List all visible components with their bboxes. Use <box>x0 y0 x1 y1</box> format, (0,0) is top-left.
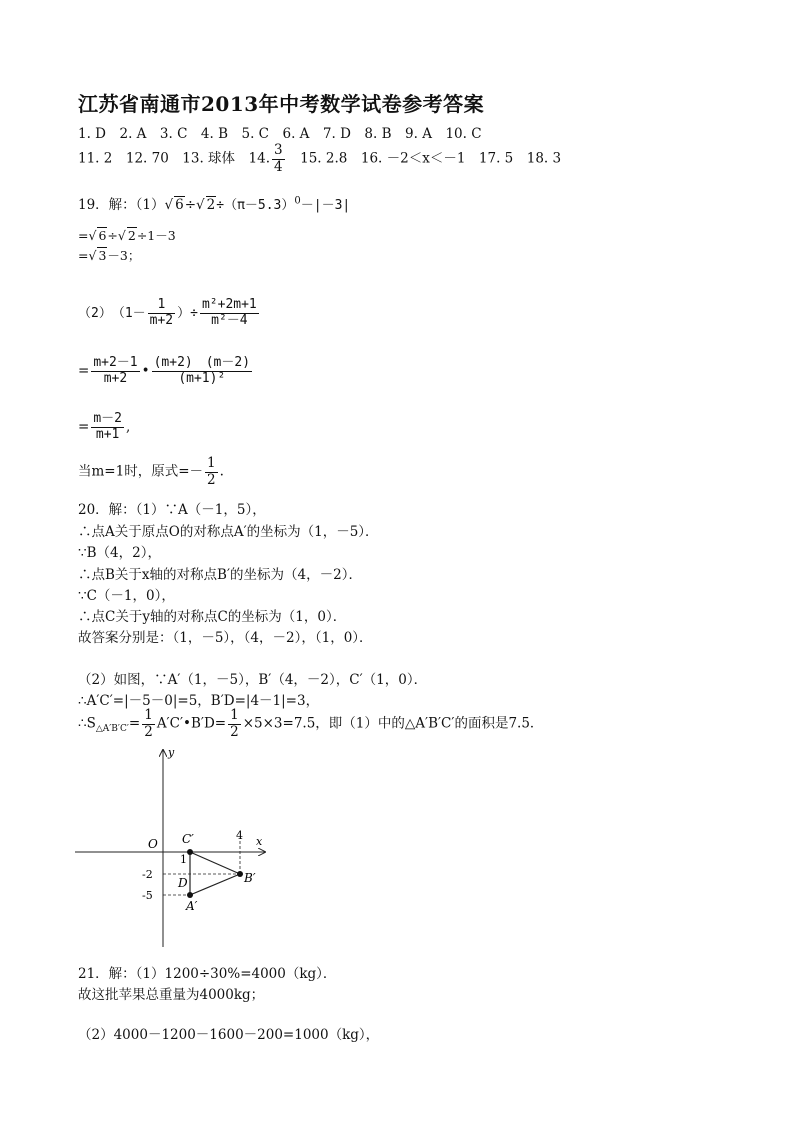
sqrt-6: 6 <box>175 197 184 213</box>
fraction-three-quarters <box>272 143 285 175</box>
area-subscript: △A′B′C′ <box>95 724 129 735</box>
fraction <box>91 356 139 387</box>
side-a-b <box>190 874 240 895</box>
area-mid: A′C′•B′D= <box>156 715 227 732</box>
frac-den: m+2 <box>103 370 128 386</box>
q19-step-2: =√ 3－3； <box>78 248 141 263</box>
comma: , <box>125 418 131 435</box>
q20-line-5: ∵C（－1，0）， <box>78 588 175 604</box>
q20-area-line <box>78 708 543 740</box>
frac-den: 2 <box>207 471 216 488</box>
div-sign: ÷ <box>184 197 197 213</box>
fraction <box>200 298 259 329</box>
equals: = <box>78 418 90 435</box>
period: . <box>219 463 224 480</box>
exponent-zero: 0 <box>294 195 301 207</box>
fraction <box>148 298 175 329</box>
answers-row-2-part-a: 11. 2 12. 70 13. 球体 14. <box>78 150 271 167</box>
equals: = <box>78 248 89 263</box>
q20-line-6: ∴点C关于y轴的对称点C的坐标为（1，0）． <box>78 609 347 625</box>
y-tick-minus-5: -5 <box>142 889 153 902</box>
point-b <box>237 871 243 877</box>
d-label: D <box>178 876 188 890</box>
sqrt-2: 2 <box>206 197 216 213</box>
frac-den: m²－4 <box>211 312 248 328</box>
fraction-half <box>205 456 218 488</box>
sqrt-2: 2 <box>127 228 136 243</box>
fraction-half <box>142 708 155 740</box>
div-sign: ÷ <box>107 228 118 243</box>
a-prime-label: A′ <box>186 899 198 913</box>
q19-final <box>78 456 224 488</box>
page-title: 江苏省南通市2013年中考数学试卷参考答案 <box>78 92 485 116</box>
dot: • <box>141 362 150 379</box>
frac-num: 1 <box>207 455 216 471</box>
frac-den: 2 <box>144 723 153 740</box>
equals: = <box>78 228 89 243</box>
equals: = <box>78 362 90 379</box>
q19-expr-rest: ÷（π－5.3） <box>216 198 295 213</box>
q21-line-3: （2）4000－1200－1600－200=1000（kg）， <box>78 1027 380 1043</box>
q19-expr-tail: －|－3| <box>300 198 351 213</box>
y-tick-minus-2: -2 <box>142 868 153 881</box>
frac-num: m－2 <box>93 411 122 426</box>
fraction <box>152 356 252 387</box>
frac-den: m+1 <box>95 426 120 442</box>
q19-expression: 19．解：（1）√ 6÷√ $2\div(\pi-5.3)^0-|-3|$ <box>78 195 351 213</box>
frac-den: m+2 <box>149 312 174 328</box>
frac-num: 1 <box>144 707 153 723</box>
x-tick-4: 4 <box>236 829 243 842</box>
frac-num: (m+2) (m－2) <box>153 355 251 370</box>
q19-p2-mid: ）÷ <box>177 305 198 321</box>
origin-label: O <box>148 837 158 851</box>
frac-num: 1 <box>230 707 239 723</box>
q20-line-9: ∴A′C′=|－5－0|=5，B′D=|4－1|=3， <box>78 693 320 709</box>
c-prime-label: C′ <box>182 832 194 846</box>
q20-line-8: （2）如图，∵A′（1，－5），B′（4，－2），C′（1，0）． <box>78 672 428 688</box>
q19-part-2-step-1 <box>78 356 254 387</box>
q21-line-2: 故这批苹果总重量为4000kg； <box>78 987 265 1003</box>
point-c <box>187 849 193 855</box>
answers-row-2-part-b: 15. 2.8 16. －2＜x＜－1 17. 5 18. 3 <box>300 150 562 167</box>
q21-line-1: 21．解：（1）1200÷30%=4000（kg）． <box>78 966 337 982</box>
frac-den: 4 <box>274 158 283 175</box>
x-axis-label: x <box>256 835 263 848</box>
fraction <box>91 412 124 443</box>
q20-line-3: ∵B（4，2）， <box>78 545 161 561</box>
area-tail: ×5×3=7.5，即（1）中的△A′B′C′的面积是7.5． <box>242 715 544 732</box>
fraction-half <box>228 708 241 740</box>
answers-row-1: 1. D 2. A 3. C 4. B 5. C 6. A 7. D 8. B 9. A 10. C <box>78 126 482 142</box>
frac-num: 3 <box>274 142 283 158</box>
q20-line-7: 故答案分别是：（1，－5），（4，－2），（1，0）． <box>78 630 373 646</box>
coordinate-figure <box>70 742 290 954</box>
point-a <box>187 892 193 898</box>
q19-part-2-expression <box>78 298 261 329</box>
answers-row-2 <box>78 143 561 175</box>
q19-final-text: 当m=1时，原式=－ <box>78 463 204 480</box>
q19-step-1: =√ 6÷√ 2÷1－3 <box>78 228 176 243</box>
side-c-b <box>190 852 240 874</box>
area-s: ∴S <box>78 715 96 732</box>
sqrt-6: 6 <box>98 228 107 243</box>
frac-num: m²+2m+1 <box>201 297 257 312</box>
frac-num: 1 <box>148 298 175 314</box>
one-label: 1 <box>180 853 187 866</box>
q19-p2-head: （2） （1－ <box>78 305 146 321</box>
frac-num: m+2－1 <box>93 355 138 370</box>
q19-part-2-step-2 <box>78 412 130 443</box>
q19-head: 19．解：（1） <box>78 197 165 213</box>
q20-line-1: 20．解：（1）∵A（－1，5）， <box>78 502 266 518</box>
sqrt-3: 3 <box>98 248 107 263</box>
frac-den: (m+1)² <box>178 370 226 386</box>
q19-step-2-tail: －3； <box>107 248 141 263</box>
q20-line-4: ∴点B关于x轴的对称点B′的坐标为（4，－2）． <box>78 567 362 583</box>
y-axis-label: y <box>168 746 175 759</box>
q19-step-1-tail: ÷1－3 <box>136 228 176 243</box>
frac-den: 2 <box>230 723 239 740</box>
b-prime-label: B′ <box>244 871 256 885</box>
equals: = <box>128 715 141 732</box>
q20-line-2: ∴点A关于原点O的对称点A′的坐标为（1，－5）． <box>78 524 379 540</box>
